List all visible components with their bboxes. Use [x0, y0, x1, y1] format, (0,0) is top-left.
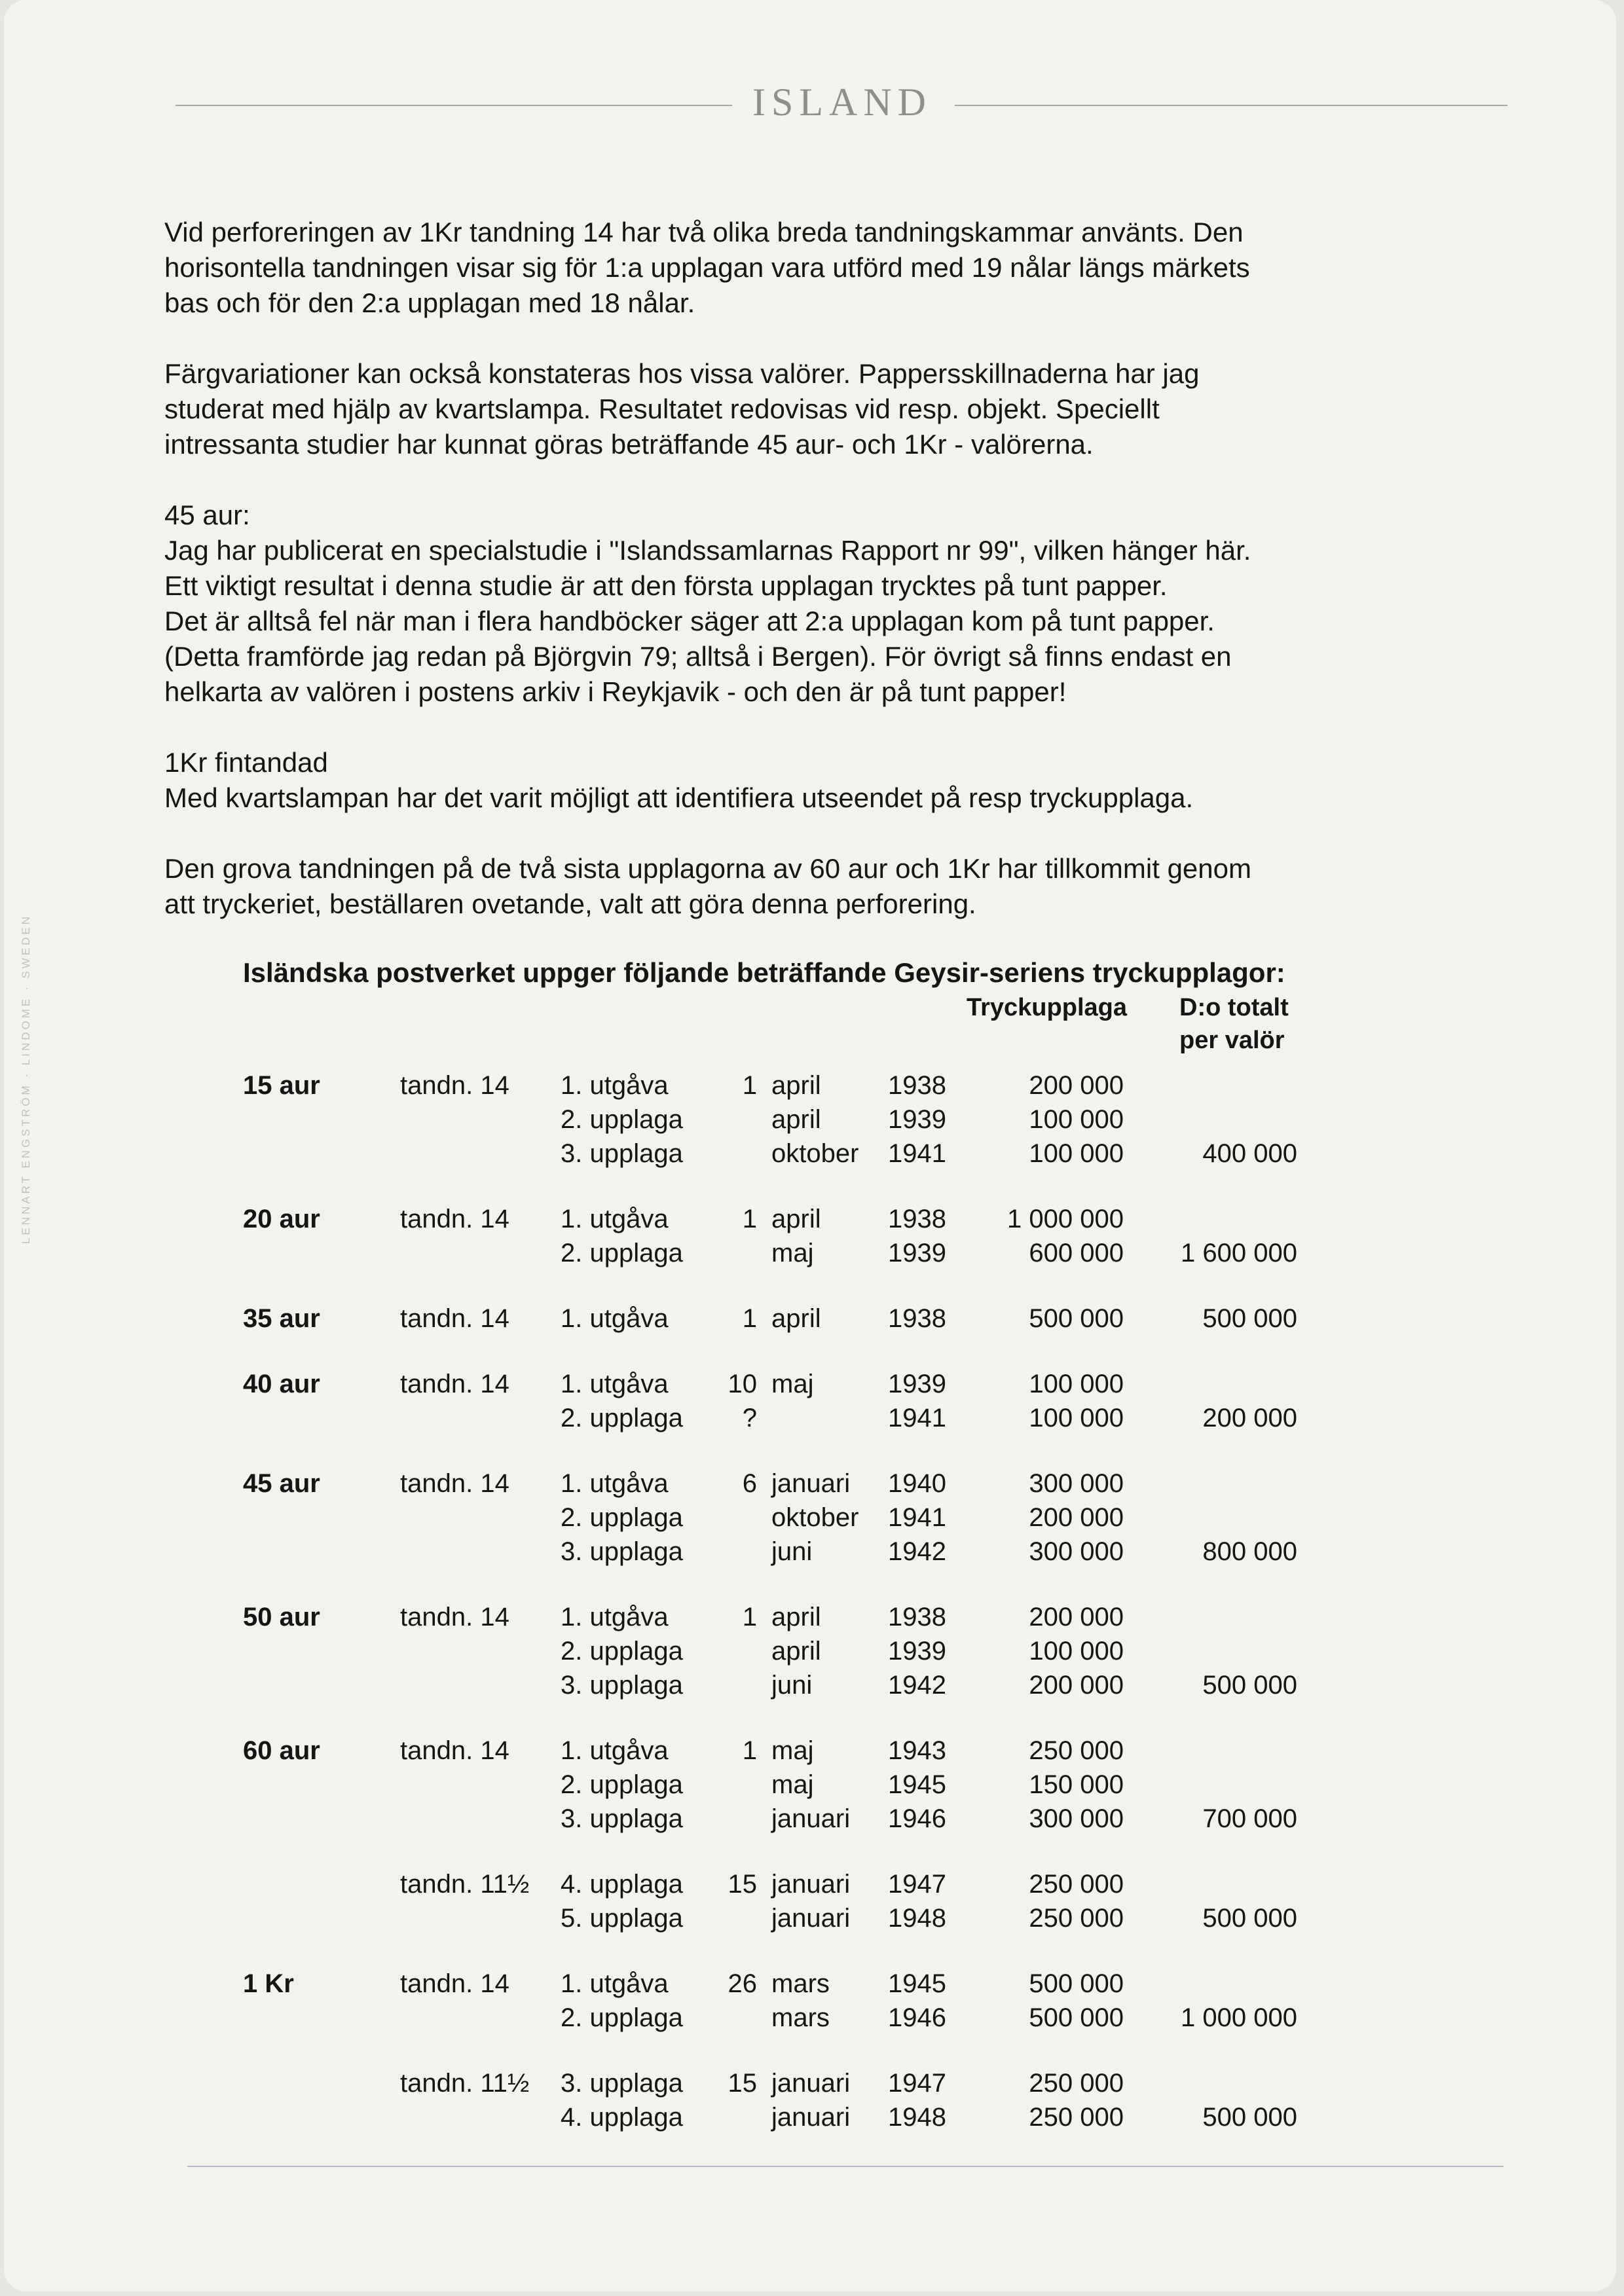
cell-print-run: 250 000 — [1029, 1870, 1124, 1899]
page-title: ISLAND — [752, 81, 932, 124]
album-page — [4, 0, 1616, 2291]
cell-denomination: 1 Kr — [243, 1969, 294, 1998]
cell-issue-day: 1 — [742, 1603, 757, 1631]
cell-issue-year: 1941 — [888, 1404, 946, 1432]
cell-edition: 1. utgåva — [561, 1603, 669, 1631]
cell-perforation: tandn. 11½ — [400, 2069, 530, 2098]
cell-issue-month: mars — [771, 1969, 830, 1998]
cell-total-per-value: 1 000 000 — [1181, 2003, 1297, 2032]
cell-print-run: 100 000 — [1029, 1370, 1124, 1398]
cell-issue-day: 6 — [742, 1469, 757, 1498]
text-line: Vid perforeringen av 1Kr tandning 14 har två olika breda tandningskammar använts. Den — [164, 217, 1244, 247]
cell-print-run: 100 000 — [1029, 1105, 1124, 1134]
cell-perforation: tandn. 14 — [400, 1736, 509, 1765]
cell-print-run: 200 000 — [1029, 1671, 1124, 1700]
text-line: studerat med hjälp av kvartslampa. Resultatet redovisas vid resp. objekt. Speciellt — [164, 393, 1160, 424]
cell-issue-month: april — [771, 1603, 821, 1631]
cell-edition: 4. upplaga — [561, 2103, 683, 2132]
cell-total-per-value: 500 000 — [1202, 2103, 1297, 2132]
body-text — [164, 215, 1428, 957]
cell-issue-year: 1946 — [888, 2003, 946, 2032]
cell-perforation: tandn. 14 — [400, 1205, 509, 1233]
text-line: bas och för den 2:a upplagan med 18 nålar. — [164, 287, 695, 318]
cell-print-run: 250 000 — [1029, 1904, 1124, 1933]
cell-print-run: 100 000 — [1029, 1139, 1124, 1168]
cell-total-per-value: 700 000 — [1202, 1804, 1297, 1833]
text-line: intressanta studier har kunnat göras beträffande 45 aur- och 1Kr - valörerna. — [164, 429, 1094, 460]
cell-edition: 2. upplaga — [561, 1770, 683, 1799]
cell-print-run: 1 000 000 — [1007, 1205, 1124, 1233]
paragraph — [164, 215, 1428, 321]
text-line: Jag har publicerat en specialstudie i "Islandssamlarnas Rapport nr 99", vilken hänger här. — [164, 535, 1251, 566]
cell-issue-day: 1 — [742, 1304, 757, 1333]
cell-issue-month: januari — [771, 1870, 851, 1899]
paragraph — [164, 356, 1428, 462]
cell-total-per-value: 1 600 000 — [1181, 1239, 1297, 1267]
cell-issue-year: 1940 — [888, 1469, 946, 1498]
cell-issue-month: juni — [771, 1537, 813, 1566]
text-line: Ett viktigt resultat i denna studie är att den första upplagan trycktes på tunt papper. — [164, 570, 1168, 601]
cell-print-run: 100 000 — [1029, 1637, 1124, 1666]
cell-issue-year: 1942 — [888, 1537, 946, 1566]
reverse-side-show-through — [102, 2087, 469, 2205]
cell-issue-month: april — [771, 1637, 821, 1666]
cell-issue-day: 1 — [742, 1736, 757, 1765]
cell-perforation: tandn. 14 — [400, 1469, 509, 1498]
cell-issue-month: oktober — [771, 1503, 859, 1532]
cell-print-run: 300 000 — [1029, 1469, 1124, 1498]
cell-edition: 3. upplaga — [561, 1537, 683, 1566]
cell-print-run: 100 000 — [1029, 1404, 1124, 1432]
cell-issue-month: maj — [771, 1736, 814, 1765]
cell-issue-year: 1939 — [888, 1105, 946, 1134]
cell-perforation: tandn. 14 — [400, 1304, 509, 1333]
paragraph — [164, 851, 1428, 922]
cell-issue-year: 1939 — [888, 1239, 946, 1267]
cell-total-per-value: 800 000 — [1202, 1537, 1297, 1566]
text-line: att tryckeriet, beställaren ovetande, valt att göra denna perforering. — [164, 888, 976, 919]
cell-edition: 1. utgåva — [561, 1370, 669, 1398]
cell-print-run: 200 000 — [1029, 1071, 1124, 1100]
cell-issue-day: 10 — [728, 1370, 757, 1398]
cell-denomination: 50 aur — [243, 1603, 320, 1631]
cell-issue-day: 15 — [728, 1870, 757, 1899]
cell-issue-year: 1948 — [888, 1904, 946, 1933]
cell-print-run: 300 000 — [1029, 1804, 1124, 1833]
paragraph — [164, 745, 1428, 816]
text-line: Den grova tandningen på de två sista upplagorna av 60 aur och 1Kr har tillkommit genom — [164, 853, 1251, 884]
text-line: helkarta av valören i postens arkiv i Reykjavik - och den är på tunt papper! — [164, 676, 1067, 707]
cell-issue-month: januari — [771, 1904, 851, 1933]
cell-issue-day: 26 — [728, 1969, 757, 1998]
cell-issue-year: 1946 — [888, 1804, 946, 1833]
cell-perforation: tandn. 14 — [400, 1071, 509, 1100]
cell-edition: 5. upplaga — [561, 1904, 683, 1933]
cell-print-run: 200 000 — [1029, 1603, 1124, 1631]
cell-total-per-value: 200 000 — [1202, 1404, 1297, 1432]
cell-denomination: 15 aur — [243, 1071, 320, 1100]
cell-perforation: tandn. 14 — [400, 1603, 509, 1631]
text-line: Det är alltså fel när man i flera handböcker säger att 2:a upplagan kom på tunt papper. — [164, 606, 1215, 636]
cell-edition: 4. upplaga — [561, 1870, 683, 1899]
cell-print-run: 500 000 — [1029, 1304, 1124, 1333]
cell-edition: 1. utgåva — [561, 1969, 669, 1998]
cell-issue-year: 1939 — [888, 1637, 946, 1666]
cell-edition: 1. utgåva — [561, 1736, 669, 1765]
table-title: Isländska postverket uppger följande beträffande Geysir-seriens tryckupplagor: — [243, 957, 1285, 988]
cell-issue-month: april — [771, 1071, 821, 1100]
cell-edition: 2. upplaga — [561, 1404, 683, 1432]
text-line: 45 aur: — [164, 500, 250, 530]
cell-denomination: 45 aur — [243, 1469, 320, 1498]
cell-print-run: 300 000 — [1029, 1537, 1124, 1566]
cell-print-run: 250 000 — [1029, 2069, 1124, 2098]
cell-denomination: 20 aur — [243, 1205, 320, 1233]
cell-edition: 2. upplaga — [561, 1239, 683, 1267]
cell-print-run: 600 000 — [1029, 1239, 1124, 1267]
cell-print-run: 500 000 — [1029, 2003, 1124, 2032]
cell-print-run: 250 000 — [1029, 2103, 1124, 2132]
text-line: (Detta framförde jag redan på Björgvin 79; alltså i Bergen). För övrigt så finns endast en — [164, 641, 1232, 672]
cell-issue-month: april — [771, 1304, 821, 1333]
text-line: Med kvartslampan har det varit möjligt att identifiera utseendet på resp tryckupplaga. — [164, 782, 1194, 813]
cell-perforation: tandn. 14 — [400, 1969, 509, 1998]
cell-issue-day: ? — [742, 1404, 757, 1432]
cell-issue-month: januari — [771, 2069, 851, 2098]
cell-issue-month: januari — [771, 1804, 851, 1833]
cell-edition: 2. upplaga — [561, 1503, 683, 1532]
text-line: horisontella tandningen visar sig för 1:a upplagan vara utförd med 19 nålar längs märkets — [164, 252, 1250, 283]
cell-issue-year: 1948 — [888, 2103, 946, 2132]
cell-issue-year: 1942 — [888, 1671, 946, 1700]
cell-total-per-value: 500 000 — [1202, 1671, 1297, 1700]
cell-edition: 1. utgåva — [561, 1304, 669, 1333]
cell-edition: 2. upplaga — [561, 1105, 683, 1134]
header-rule-right — [955, 105, 1507, 106]
cell-issue-day: 15 — [728, 2069, 757, 2098]
column-header-total: D:o totalt — [1179, 994, 1289, 1021]
column-header-print-run: Tryckupplaga — [967, 994, 1127, 1021]
cell-edition: 2. upplaga — [561, 1637, 683, 1666]
cell-denomination: 35 aur — [243, 1304, 320, 1333]
cell-edition: 3. upplaga — [561, 2069, 683, 2098]
paragraph — [164, 498, 1428, 710]
cell-perforation: tandn. 11½ — [400, 1870, 530, 1899]
cell-edition: 1. utgåva — [561, 1205, 669, 1233]
cell-issue-year: 1939 — [888, 1370, 946, 1398]
cell-edition: 2. upplaga — [561, 2003, 683, 2032]
cell-issue-year: 1938 — [888, 1603, 946, 1631]
cell-issue-year: 1947 — [888, 1870, 946, 1899]
cell-edition: 3. upplaga — [561, 1671, 683, 1700]
cell-issue-month: januari — [771, 2103, 851, 2132]
text-line: Färgvariationer kan också konstateras hos vissa valörer. Pappersskillnaderna har jag — [164, 358, 1200, 389]
cell-issue-month: mars — [771, 2003, 830, 2032]
cell-edition: 1. utgåva — [561, 1071, 669, 1100]
cell-issue-day: 1 — [742, 1205, 757, 1233]
cell-issue-day: 1 — [742, 1071, 757, 1100]
cell-denomination: 40 aur — [243, 1370, 320, 1398]
cell-issue-month: maj — [771, 1370, 814, 1398]
cell-print-run: 200 000 — [1029, 1503, 1124, 1532]
cell-issue-year: 1938 — [888, 1205, 946, 1233]
cell-issue-year: 1943 — [888, 1736, 946, 1765]
cell-print-run: 150 000 — [1029, 1770, 1124, 1799]
cell-edition: 3. upplaga — [561, 1804, 683, 1833]
cell-issue-year: 1945 — [888, 1770, 946, 1799]
cell-denomination: 60 aur — [243, 1736, 320, 1765]
cell-edition: 1. utgåva — [561, 1469, 669, 1498]
cell-issue-year: 1941 — [888, 1503, 946, 1532]
cell-issue-year: 1941 — [888, 1139, 946, 1168]
cell-print-run: 500 000 — [1029, 1969, 1124, 1998]
cell-total-per-value: 500 000 — [1202, 1304, 1297, 1333]
cell-print-run: 250 000 — [1029, 1736, 1124, 1765]
cell-issue-month: april — [771, 1105, 821, 1134]
cell-issue-year: 1938 — [888, 1304, 946, 1333]
cell-issue-month: maj — [771, 1770, 814, 1799]
cell-issue-year: 1945 — [888, 1969, 946, 1998]
cell-issue-month: april — [771, 1205, 821, 1233]
cell-edition: 3. upplaga — [561, 1139, 683, 1168]
text-line: 1Kr fintandad — [164, 747, 328, 778]
cell-issue-month: januari — [771, 1469, 851, 1498]
cell-issue-month: oktober — [771, 1139, 859, 1168]
cell-issue-year: 1947 — [888, 2069, 946, 2098]
cell-issue-year: 1938 — [888, 1071, 946, 1100]
cell-total-per-value: 500 000 — [1202, 1904, 1297, 1933]
publisher-imprint: LENNART ENGSTRÖM · LINDOME · SWEDEN — [20, 914, 32, 1244]
cell-issue-month: juni — [771, 1671, 813, 1700]
cell-issue-month: maj — [771, 1239, 814, 1267]
header-rule-left — [175, 105, 732, 106]
column-header-total-per-value: per valör — [1179, 1027, 1285, 1054]
cell-perforation: tandn. 14 — [400, 1370, 509, 1398]
cell-total-per-value: 400 000 — [1202, 1139, 1297, 1168]
